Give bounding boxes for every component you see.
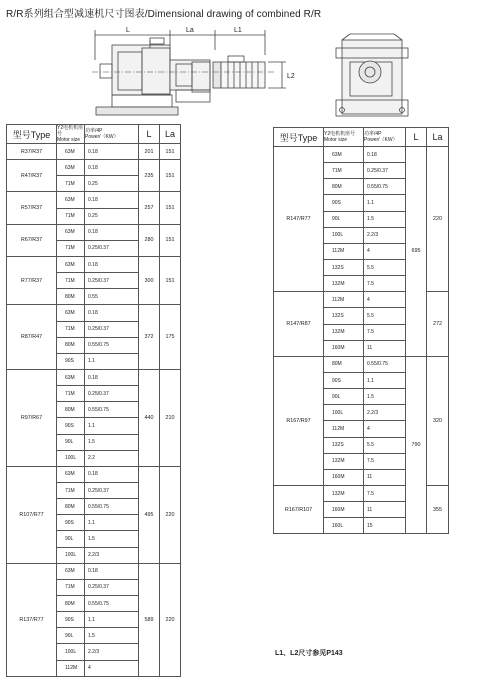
power-cell: 5.5 <box>364 437 406 453</box>
la-cell: 272 <box>427 292 449 357</box>
l-cell: 440 <box>139 369 160 466</box>
power-cell: 4 <box>85 660 139 676</box>
power-cell: 1.1 <box>364 372 406 388</box>
power-cell: 0.18 <box>85 466 139 482</box>
motor-size-cell: 90S <box>57 353 85 369</box>
power-cell: 2.2/3 <box>364 405 406 421</box>
l-cell: 695 <box>406 147 427 357</box>
model-cell: R37/R37 <box>7 144 57 160</box>
motor-size-cell: 132M <box>324 324 364 340</box>
power-cell: 0.18 <box>85 369 139 385</box>
power-cell: 0.55/0.75 <box>85 499 139 515</box>
power-cell: 2.2/3 <box>364 227 406 243</box>
la-cell: 355 <box>427 485 449 533</box>
table-row <box>7 144 181 160</box>
motor-size-cell: 63M <box>57 160 85 176</box>
power-cell: 0.55/0.75 <box>364 179 406 195</box>
footnote: L1、L2尺寸参见P143 <box>275 650 343 657</box>
power-cell: 0.55 <box>85 289 139 305</box>
header-power-cn: 功率/4P <box>85 128 103 134</box>
dimensional-drawing <box>0 0 496 130</box>
power-cell: 1.5 <box>85 434 139 450</box>
motor-size-cell: 71M <box>57 176 85 192</box>
table-row <box>7 305 181 321</box>
dim-label-l: L <box>126 27 130 34</box>
table-row <box>7 369 181 385</box>
power-cell: 0.25/0.37 <box>85 240 139 256</box>
model-cell: R107/R77 <box>7 466 57 563</box>
table-header-row <box>274 128 449 147</box>
power-cell: 0.55/0.75 <box>85 595 139 611</box>
power-cell: 2.2/3 <box>85 547 139 563</box>
motor-size-cell: 71M <box>57 321 85 337</box>
motor-size-cell: 132S <box>324 259 364 275</box>
power-cell: 0.25 <box>85 208 139 224</box>
header-power-en: Power/（KW） <box>85 134 119 140</box>
model-cell: R137/R77 <box>7 563 57 676</box>
motor-size-cell: 80M <box>57 402 85 418</box>
power-cell: 15 <box>364 518 406 534</box>
motor-size-cell: 63M <box>57 256 85 272</box>
motor-size-cell: 112M <box>324 243 364 259</box>
l-cell: 201 <box>139 144 160 160</box>
la-cell: 210 <box>160 369 181 466</box>
model-cell: R77/R37 <box>7 256 57 304</box>
model-cell: R87/R47 <box>7 305 57 370</box>
l-cell: 372 <box>139 305 160 370</box>
power-cell: 4 <box>364 292 406 308</box>
motor-size-cell: 90L <box>324 211 364 227</box>
power-cell: 0.25/0.37 <box>85 273 139 289</box>
model-cell: R67/R37 <box>7 224 57 256</box>
power-cell: 5.5 <box>364 308 406 324</box>
motor-size-cell: 132S <box>324 308 364 324</box>
power-cell: 4 <box>364 421 406 437</box>
la-cell: 151 <box>160 144 181 160</box>
motor-size-cell: 63M <box>57 466 85 482</box>
power-cell: 1.1 <box>364 195 406 211</box>
power-cell: 7.5 <box>364 485 406 501</box>
header-motor-en: Motor size <box>57 137 81 143</box>
model-cell: R57/R37 <box>7 192 57 224</box>
motor-size-cell: 112M <box>57 660 85 676</box>
power-cell: 7.5 <box>364 324 406 340</box>
header-power <box>85 125 139 144</box>
power-cell: 0.18 <box>85 192 139 208</box>
motor-size-cell: 90L <box>57 531 85 547</box>
power-cell: 1.1 <box>85 418 139 434</box>
motor-size-cell: 71M <box>57 579 85 595</box>
dim-label-l1: L1 <box>234 27 242 34</box>
power-cell: 5.5 <box>364 259 406 275</box>
header-model: 型号Type <box>7 125 57 144</box>
motor-size-cell: 160M <box>324 469 364 485</box>
power-cell: 7.5 <box>364 276 406 292</box>
power-cell: 0.25 <box>85 176 139 192</box>
power-cell: 0.18 <box>85 305 139 321</box>
motor-size-cell: 63M <box>324 147 364 163</box>
power-cell: 4 <box>364 243 406 259</box>
motor-size-cell: 132S <box>324 437 364 453</box>
motor-size-cell: 63M <box>57 305 85 321</box>
la-cell: 220 <box>160 563 181 676</box>
power-cell: 1.5 <box>85 628 139 644</box>
power-cell: 0.25/0.37 <box>85 321 139 337</box>
power-cell: 2.2 <box>85 450 139 466</box>
motor-size-cell: 160M <box>324 502 364 518</box>
power-cell: 2.2/3 <box>85 644 139 660</box>
header-la: La <box>427 128 449 147</box>
power-cell: 0.55/0.75 <box>85 402 139 418</box>
dim-label-la: La <box>186 27 194 34</box>
motor-size-cell: 90S <box>324 195 364 211</box>
header-power <box>364 128 406 147</box>
model-cell: R167/R107 <box>274 485 324 533</box>
power-cell: 11 <box>364 469 406 485</box>
la-cell: 151 <box>160 192 181 224</box>
motor-size-cell: 90L <box>324 389 364 405</box>
table-row <box>7 192 181 208</box>
model-cell: R47/R37 <box>7 160 57 192</box>
power-cell: 1.1 <box>85 353 139 369</box>
header-l: L <box>139 125 160 144</box>
l-cell: 790 <box>406 356 427 534</box>
power-cell: 11 <box>364 502 406 518</box>
power-cell: 0.25/0.37 <box>85 482 139 498</box>
la-cell: 175 <box>160 305 181 370</box>
header-motor <box>324 128 364 147</box>
header-motor-en: Motor size <box>324 137 348 143</box>
motor-size-cell: 71M <box>57 482 85 498</box>
table-row <box>7 160 181 176</box>
l-cell: 495 <box>139 466 160 563</box>
motor-size-cell: 80M <box>57 595 85 611</box>
l-cell: 280 <box>139 224 160 256</box>
header-motor <box>57 125 85 144</box>
motor-size-cell: 80M <box>57 337 85 353</box>
la-cell: 320 <box>427 356 449 485</box>
l-cell: 235 <box>139 160 160 192</box>
power-cell: 1.5 <box>85 531 139 547</box>
power-cell: 0.18 <box>85 256 139 272</box>
power-cell: 0.18 <box>85 144 139 160</box>
la-cell: 151 <box>160 160 181 192</box>
table-header-row <box>7 125 181 144</box>
motor-size-cell: 112M <box>324 421 364 437</box>
motor-size-cell: 71M <box>57 386 85 402</box>
motor-size-cell: 63M <box>57 563 85 579</box>
motor-size-cell: 80M <box>324 356 364 372</box>
motor-size-cell: 71M <box>57 240 85 256</box>
motor-size-cell: 71M <box>57 208 85 224</box>
motor-size-cell: 63M <box>57 144 85 160</box>
dim-label-l2: L2 <box>287 73 295 80</box>
motor-size-cell: 132M <box>324 453 364 469</box>
l-cell: 589 <box>139 563 160 676</box>
header-power-cn: 功率/4P <box>364 131 382 137</box>
motor-size-cell: 90S <box>324 372 364 388</box>
motor-size-cell: 160L <box>324 518 364 534</box>
power-cell: 0.25/0.37 <box>85 386 139 402</box>
motor-size-cell: 100L <box>324 227 364 243</box>
motor-size-cell: 132M <box>324 276 364 292</box>
motor-size-cell: 100L <box>57 644 85 660</box>
power-cell: 0.55/0.75 <box>364 356 406 372</box>
power-cell: 1.1 <box>85 612 139 628</box>
model-cell: R147/R87 <box>274 292 324 357</box>
power-cell: 0.18 <box>85 160 139 176</box>
power-cell: 0.18 <box>85 563 139 579</box>
power-cell: 0.55/0.75 <box>85 337 139 353</box>
motor-size-cell: 132M <box>324 485 364 501</box>
motor-size-cell: 90S <box>57 418 85 434</box>
power-cell: 0.18 <box>85 224 139 240</box>
power-cell: 1.1 <box>85 515 139 531</box>
table-row <box>7 466 181 482</box>
table-row <box>7 256 181 272</box>
l-cell: 257 <box>139 192 160 224</box>
motor-size-cell: 112M <box>324 292 364 308</box>
motor-size-cell: 80M <box>324 179 364 195</box>
motor-size-cell: 90S <box>57 515 85 531</box>
motor-size-cell: 63M <box>57 224 85 240</box>
header-motor-cn: Y2电机机座号 <box>57 125 84 137</box>
motor-size-cell: 80M <box>57 499 85 515</box>
power-cell: 1.5 <box>364 389 406 405</box>
model-cell: R97/R67 <box>7 369 57 466</box>
power-cell: 0.18 <box>364 147 406 163</box>
header-l: L <box>406 128 427 147</box>
motor-size-cell: 100L <box>57 547 85 563</box>
l-cell: 300 <box>139 256 160 304</box>
power-cell: 0.25/0.37 <box>85 579 139 595</box>
model-cell: R147/R77 <box>274 147 324 292</box>
table-row <box>274 147 449 163</box>
header-la: La <box>160 125 181 144</box>
motor-size-cell: 100L <box>324 405 364 421</box>
motor-size-cell: 80M <box>57 289 85 305</box>
power-cell: 7.5 <box>364 453 406 469</box>
power-cell: 0.25/0.37 <box>364 163 406 179</box>
page-title: R/R系列组合型减速机尺寸图表/Dimensional drawing of combined R/R <box>6 9 322 20</box>
right-spec-table <box>273 127 449 534</box>
motor-size-cell: 90L <box>57 628 85 644</box>
power-cell: 11 <box>364 340 406 356</box>
left-spec-table <box>6 124 181 677</box>
power-cell: 1.5 <box>364 211 406 227</box>
motor-size-cell: 71M <box>324 163 364 179</box>
header-power-en: Power/（KW） <box>364 137 398 143</box>
header-motor-cn: Y2电机机座号 <box>324 131 356 137</box>
table-row <box>7 224 181 240</box>
model-cell: R167/R97 <box>274 356 324 485</box>
la-cell: 151 <box>160 256 181 304</box>
la-cell: 151 <box>160 224 181 256</box>
table-row <box>7 563 181 579</box>
table-row <box>274 356 449 372</box>
motor-size-cell: 100L <box>57 450 85 466</box>
header-model: 型号Type <box>274 128 324 147</box>
motor-size-cell: 90S <box>57 612 85 628</box>
la-cell: 220 <box>160 466 181 563</box>
motor-size-cell: 63M <box>57 192 85 208</box>
motor-size-cell: 63M <box>57 369 85 385</box>
motor-size-cell: 90L <box>57 434 85 450</box>
la-cell: 220 <box>427 147 449 292</box>
motor-size-cell: 160M <box>324 340 364 356</box>
motor-size-cell: 71M <box>57 273 85 289</box>
